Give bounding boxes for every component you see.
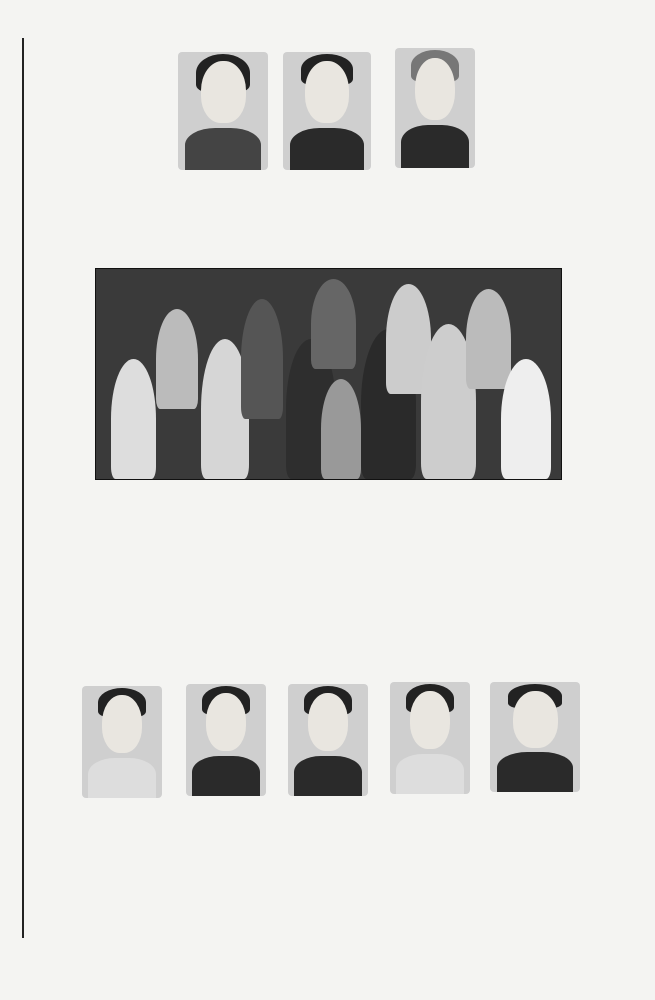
portrait-zheng-yuanpei (283, 52, 371, 170)
portrait-zhou-qianmi (390, 682, 470, 794)
portrait-zhou-zhangxiao (395, 48, 475, 168)
portrait-zhou-desheng (490, 682, 580, 792)
portrait-zhou-yeming (82, 686, 162, 798)
portrait-zhou-jiao (178, 52, 268, 170)
portrait-zhou-yejian (288, 684, 368, 796)
portrait-zhou-yeduo (186, 684, 266, 796)
group-family-photo (95, 268, 562, 480)
left-margin-rule (22, 38, 24, 938)
